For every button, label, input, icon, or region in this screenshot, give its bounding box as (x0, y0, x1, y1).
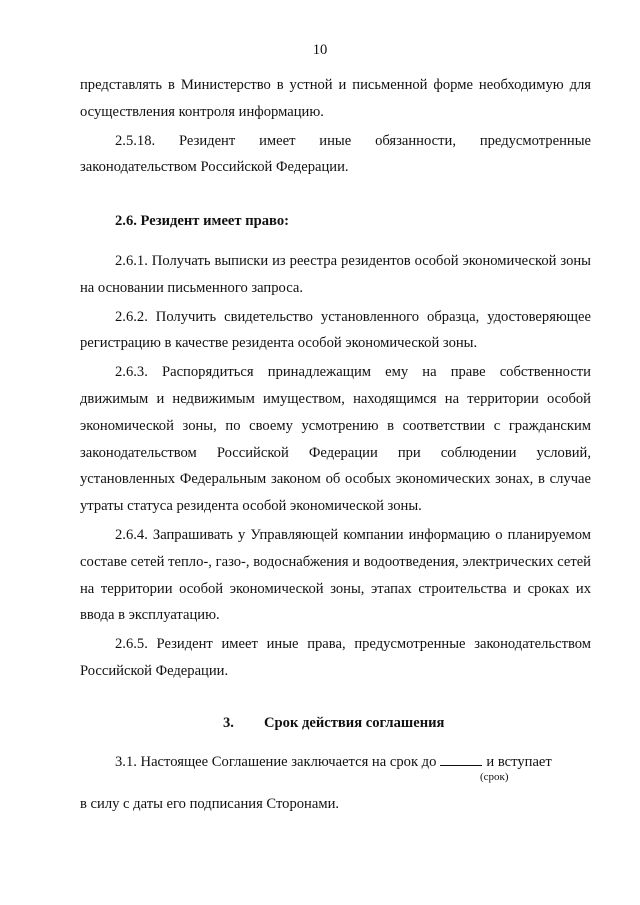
term-blank (440, 751, 482, 766)
paragraph-2-6-5: 2.6.5. Резидент имеет иные права, предусмотренные законодательством Российской Федерации. (80, 636, 591, 679)
page-number: 10 (312, 42, 328, 58)
section-3-number: 3. (223, 714, 234, 731)
paragraph-3-1 (80, 749, 591, 776)
paragraph-2-6-4: 2.6.4. Запрашивать у Управляющей компании информацию о планируемом составе сетей тепло-, газо-, водоснабжения и водоотведения, электрических сетей на территории особой экономической зоны, этапах строительства и сроках их ввода в эксплуатацию. (80, 526, 591, 624)
paragraph-2-5-18: 2.5.18. Резидент имеет иные обязанности, предусмотренные законодательством Российской Федерации. (80, 132, 591, 176)
paragraph-2-6-3: 2.6.3. Распорядиться принадлежащим ему на праве собственности движимым и недвижимым имуществом, находящимся на территории особой экономической зоны, по своему усмотрению в соответствии с гражданским законодательством Российской Федерации при соблюдении условий, установленных Федеральным законом об особых экономических зонах, в случае утраты статуса резидента особой экономической зоны. (80, 364, 591, 515)
document-body (80, 72, 591, 818)
paragraph-3-1-end: и вступает (486, 753, 552, 770)
term-caption: (срок) (480, 771, 509, 784)
section-3-heading (80, 710, 591, 737)
paragraph-continuation: представлять в Министерство в устной и письменной форме необходимую для осуществления контроля информацию. (80, 77, 591, 120)
paragraph-3-1-continuation: в силу с даты его подписания Сторонами. (80, 796, 340, 813)
paragraph-2-6-2: 2.6.2. Получить свидетельство установленного образца, удостоверяющее регистрацию в качестве резидента особой экономической зоны. (80, 308, 591, 352)
paragraph-3-1-start: 3.1. Настоящее Соглашение заключается на срок до (115, 753, 437, 770)
section-3-title: Срок действия соглашения (264, 714, 445, 731)
heading-2-6: 2.6. Резидент имеет право: (115, 213, 289, 230)
paragraph-2-6-1: 2.6.1. Получать выписки из реестра резидентов особой экономической зоны на основании письменного запроса. (80, 252, 591, 296)
